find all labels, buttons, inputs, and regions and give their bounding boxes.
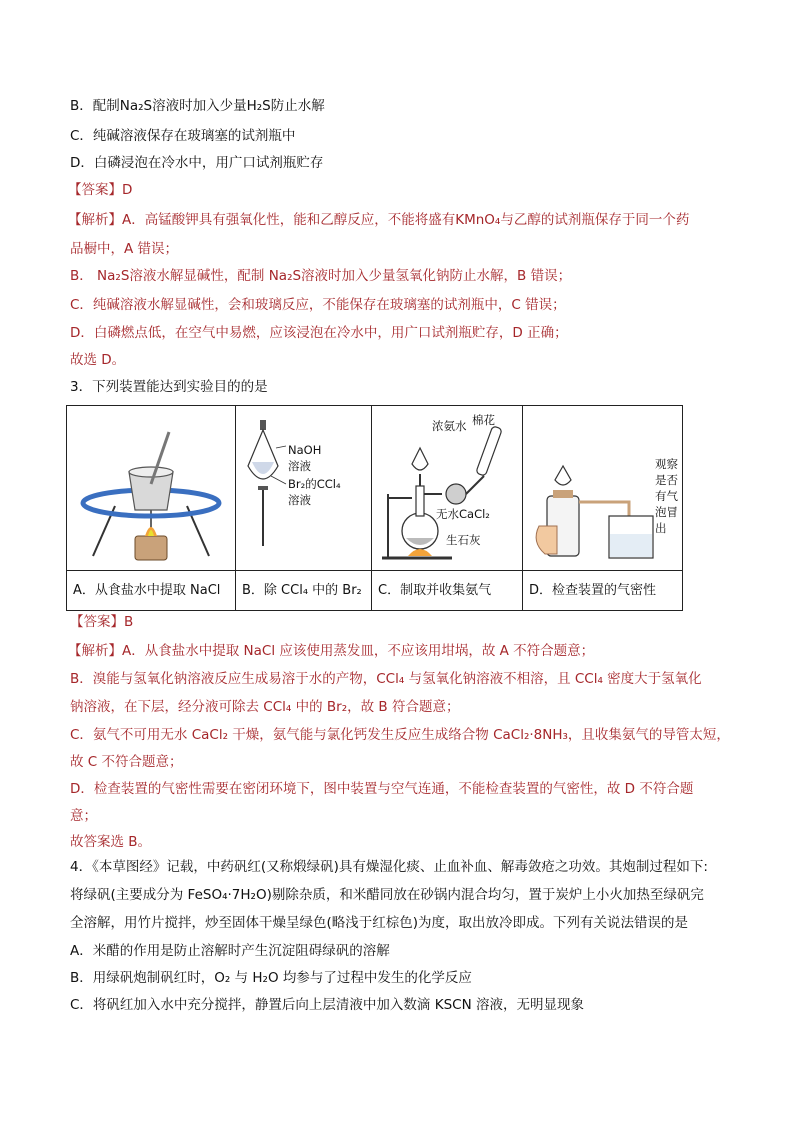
airtightness-apparatus-figure [523,406,682,570]
label-observe: 观察 [655,457,678,471]
q2-analysis-line: 【解析】A．高锰酸钾具有强氧化性，能和乙醇反应，不能将盛有KMnO₄与乙醇的试剂瓶保存于同一个药 [68,212,690,228]
label-anhydrous-cacl2: 无水CaCl₂ [436,507,490,521]
q3-analysis-line: 钠溶液，在下层，经分液可除去 CCl₄ 中的 Br₂，故 B 符合题意； [70,699,460,715]
label-solution: 溶液 [288,493,311,507]
q4-option-c: C．将矾红加入水中充分搅拌，静置后向上层清液中加入数滴 KSCN 溶液，无明显现象 [70,997,584,1013]
caption-c: C．制取并收集氨气 [372,570,523,610]
label-cotton: 棉花 [472,413,495,427]
q2-option-b: B．配制Na₂S溶液时加入少量H₂S防止水解 [70,98,325,114]
label-have-gas: 有气 [655,489,678,503]
separatory-funnel-figure [236,406,372,570]
q2-option-c: C．纯碱溶液保存在玻璃塞的试剂瓶中 [70,128,296,144]
apparatus-table [66,405,683,611]
caption-b: B．除 CCl₄ 中的 Br₂ [236,570,372,610]
q3-conclusion: 故答案选 B。 [70,834,152,850]
apparatus-a-cell [67,406,236,570]
apparatus-c-cell [372,406,523,570]
label-solution: 溶液 [288,459,311,473]
q3-analysis-line: 【解析】A．从食盐水中提取 NaCl 应该使用蒸发皿，不应该用坩埚，故 A 不符合题意； [68,643,595,659]
ammonia-apparatus-figure [372,406,523,570]
label-whether: 是否 [655,473,678,487]
q3-stem: 3．下列装置能达到实验目的的是 [70,379,268,395]
q4-option-a: A．米醋的作用是防止溶解时产生沉淀阻碍绿矾的溶解 [70,943,390,959]
label-out: 出 [655,521,667,535]
apparatus-d-cell [523,406,682,570]
crucible-apparatus-figure [67,406,236,570]
q4-stem-line: 4．《本草图经》记载，中药矾红(又称煅绿矾)具有燥湿化痰、止血补血、解毒敛疮之功效。其炮制过程如下: [70,859,708,875]
q2-conclusion: 故选 D。 [70,352,126,368]
apparatus-b-cell [236,406,372,570]
q3-analysis-line: D．检查装置的气密性需要在密闭环境下，图中装置与空气连通，不能检查装置的气密性，故 D 不符合题 [70,781,694,797]
label-bubbles: 泡冒 [655,505,678,519]
label-naoh: NaOH [288,443,322,457]
q4-option-b: B．用绿矾炮制矾红时，O₂ 与 H₂O 均参与了过程中发生的化学反应 [70,970,472,986]
q3-analysis-line: B．溴能与氢氧化钠溶液反应生成易溶于水的产物，CCl₄ 与氢氧化钠溶液不相溶，且 CCl₄ 密度大于氢氧化 [70,671,702,687]
label-concentrated-ammonia: 浓氨水 [432,419,467,433]
q2-analysis-line: 品橱中，A 错误； [70,241,179,257]
label-quicklime: 生石灰 [446,533,481,547]
q3-analysis-line: 意； [70,808,97,824]
q2-analysis-line: B． Na₂S溶液水解显碱性，配制 Na₂S溶液时加入少量氢氧化钠防止水解，B 错误； [70,268,572,284]
caption-d: D．检查装置的气密性 [523,570,682,610]
q3-analysis-line: C．氨气不可用无水 CaCl₂ 干燥，氨气能与氯化钙发生反应生成络合物 CaCl₂·8NH₃，且收集氨气的导管太短， [70,727,730,743]
q2-option-d: D．白磷浸泡在冷水中，用广口试剂瓶贮存 [70,155,324,171]
q3-answer: 【答案】B [70,614,134,630]
q4-stem-line: 全溶解，用竹片搅拌，炒至固体干燥呈绿色(略浅于红棕色)为度，取出放冷即成。下列有关说法错误的是 [70,915,689,931]
q3-analysis-line: 故 C 不符合题意； [70,754,183,770]
q2-analysis-line: D．白磷燃点低，在空气中易燃，应该浸泡在冷水中，用广口试剂瓶贮存，D 正确； [70,325,568,341]
caption-a: A．从食盐水中提取 NaCl [67,570,236,610]
label-br2-ccl4: Br₂的CCl₄ [288,477,341,491]
q4-stem-line: 将绿矾(主要成分为 FeSO₄·7H₂O)剔除杂质，和米醋同放在砂锅内混合均匀，置于炭炉上小火加热至绿矾完 [70,887,704,903]
q2-answer: 【答案】D [68,182,133,198]
q2-analysis-line: C．纯碱溶液水解显碱性，会和玻璃反应，不能保存在玻璃塞的试剂瓶中，C 错误； [70,297,566,313]
